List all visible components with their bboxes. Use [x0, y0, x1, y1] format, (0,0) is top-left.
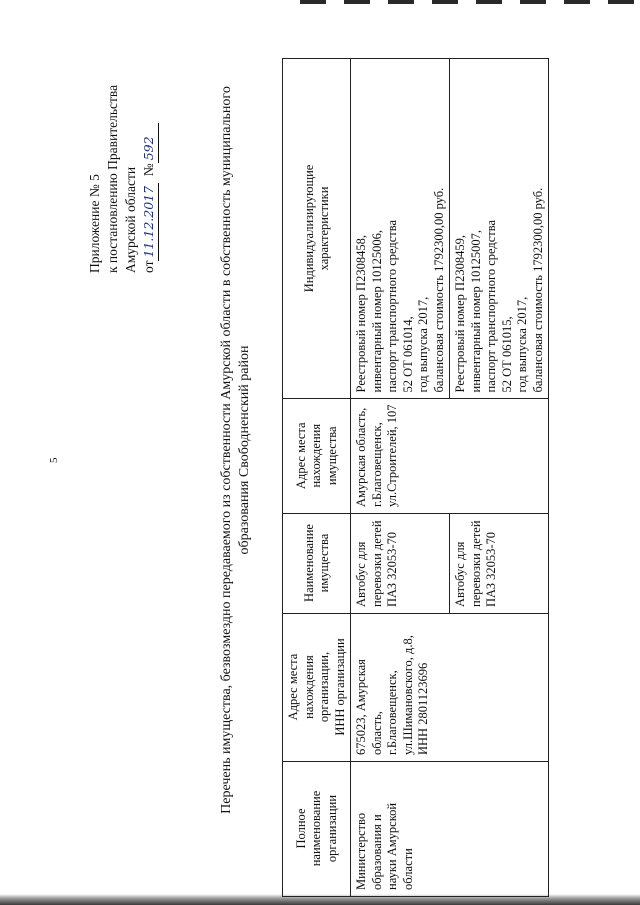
cell-property-name: Автобус для перевозки детей ПАЗ 32053-70 [351, 514, 450, 614]
handwritten-number: 592 [140, 123, 159, 163]
number-prefix: № [141, 163, 156, 177]
header-organization: Полное наименование организации [283, 762, 351, 897]
cell-property-name: Автобус для перевозки детей ПАЗ 32053-70 [450, 514, 549, 614]
appendix-line-2: к постановлению Правительства [105, 84, 120, 273]
property-table [282, 58, 549, 897]
document-title [218, 55, 254, 845]
cell-characteristics: Реестровый номер П2308459, инвентарный номер 10125007, паспорт транспортного средства 52 ОТ 061015, год выпуска 2017, балансовая стоимость 1792300,00 руб. [450, 59, 549, 399]
cell-organization: Министерство образования и науки Амурской области [351, 762, 549, 897]
date-prefix: от [141, 260, 156, 273]
handwritten-date: 11.12.2017 [140, 183, 159, 261]
page-number: 5 [48, 457, 60, 463]
appendix-line-3: Амурской области [123, 166, 138, 273]
header-property-address: Адрес места нахождения имущества [283, 399, 351, 514]
table-row [351, 59, 450, 897]
table-header-row [283, 59, 351, 897]
header-org-address: Адрес места нахождения организации, ИНН организации [283, 614, 351, 762]
title-line-1: Перечень имущества, безвозмездно передаваемого из собственности Амурской области в собственность муниципального [219, 86, 234, 814]
cell-characteristics: Реестровый номер П2308458, инвентарный номер 10125006, паспорт транспортного средства 52 ОТ 061014, год выпуска 2017, балансовая стоимость 1792300,00 руб. [351, 59, 450, 399]
title-line-2: образования Свободненский район [237, 345, 252, 555]
cell-property-address: Амурская область, г.Благовещенск, ул.Строителей, 107 [351, 399, 549, 514]
cell-org-address: 675023, Амурская область, г.Благовещенск, ул.Шимановского, д.8, ИНН 2801123696 [351, 614, 549, 762]
header-characteristics: Индивидуализирующие характеристики [283, 59, 351, 399]
header-property-name: Наименование имущества [283, 514, 351, 614]
appendix-date-line [140, 23, 159, 273]
appendix-line-1: Приложение № 5 [87, 174, 102, 273]
appendix-block [86, 23, 159, 273]
